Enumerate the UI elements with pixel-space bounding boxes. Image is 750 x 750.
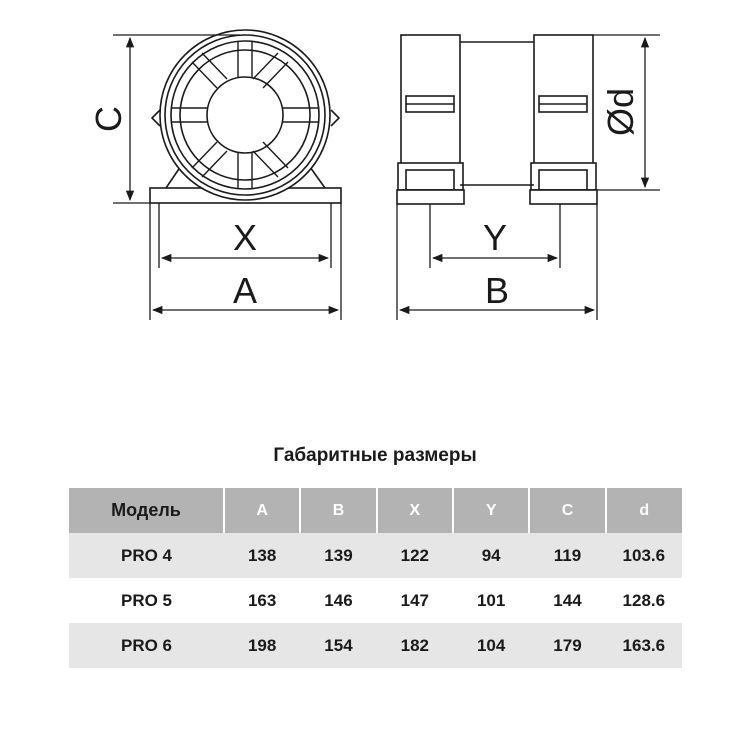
cell-c: 119 (529, 533, 605, 578)
cell-a: 163 (224, 578, 300, 623)
cell-model: PRO 4 (69, 533, 224, 578)
cell-d: 103.6 (606, 533, 682, 578)
header-b: B (300, 488, 376, 533)
label-c: C (88, 106, 129, 132)
table-header-row (69, 488, 682, 533)
header-y: Y (453, 488, 529, 533)
cell-b: 146 (300, 578, 376, 623)
label-y: Y (482, 217, 508, 258)
cell-y: 94 (453, 533, 529, 578)
header-c: C (529, 488, 605, 533)
cell-y: 101 (453, 578, 529, 623)
cell-d: 128.6 (606, 578, 682, 623)
header-d: d (606, 488, 682, 533)
label-x: X (232, 217, 258, 258)
header-x: X (377, 488, 453, 533)
table-row (69, 623, 682, 668)
cell-x: 182 (377, 623, 453, 668)
cell-c: 144 (529, 578, 605, 623)
cell-a: 198 (224, 623, 300, 668)
cell-a: 138 (224, 533, 300, 578)
front-view (150, 30, 341, 203)
label-b: B (484, 270, 510, 311)
label-a: A (232, 270, 258, 311)
cell-x: 147 (377, 578, 453, 623)
table-row (69, 533, 682, 578)
dimensions-table (69, 488, 682, 668)
cell-c: 179 (529, 623, 605, 668)
table-row (69, 578, 682, 623)
cell-model: PRO 5 (69, 578, 224, 623)
cell-d: 163.6 (606, 623, 682, 668)
label-d: Ød (600, 87, 641, 137)
header-a: A (224, 488, 300, 533)
side-view (397, 35, 597, 204)
header-model: Модель (69, 488, 224, 533)
cell-x: 122 (377, 533, 453, 578)
cell-b: 139 (300, 533, 376, 578)
cell-model: PRO 6 (69, 623, 224, 668)
cell-y: 104 (453, 623, 529, 668)
cell-b: 154 (300, 623, 376, 668)
table-title: Габаритные размеры (273, 445, 477, 466)
